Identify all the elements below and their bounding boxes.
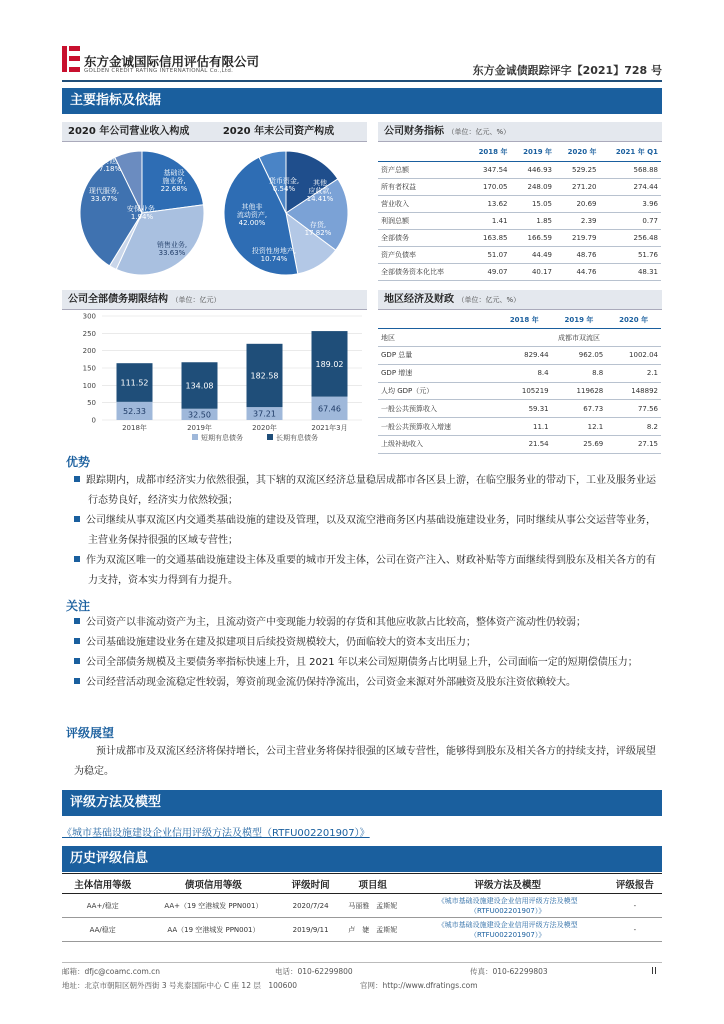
company-logo-icon [62, 46, 80, 72]
bullet-square-icon [74, 658, 80, 664]
concern-list [74, 613, 664, 693]
debt-unit: （单位：亿元） [171, 296, 221, 304]
table-row: AA+/稳定 AA+（19 空港城发 PPN001） 2020/7/24 马丽雅 孟斯妮 《城市基础设施建设企业信用评级方法及模型 （RTFU002201907）》 - [62, 894, 662, 918]
bullet-square-icon [74, 638, 80, 644]
table-row: 资产负债率 51.07 44.49 48.76 51.76 [378, 246, 661, 263]
region-title-bar [378, 290, 662, 310]
pie2-label: 存货, 17.82% [304, 221, 332, 237]
table-row: 营业收入 13.62 15.05 20.69 3.96 [378, 195, 661, 212]
pie2-label: 其他应收款, 14.41% [306, 179, 334, 203]
pie1-label: 现代服务, 33.67% [88, 187, 120, 203]
history-header-row: 主体信用等级 债项信用等级 评级时间 项目组 评级方法及模型 评级报告 [62, 874, 662, 894]
data-label: 52.33 [123, 406, 146, 416]
table-row: GDP 增速 8.4 8.8 2.1 [378, 364, 661, 382]
x-tick-label: 2020年 [252, 424, 277, 432]
table-row: AA/稳定 AA（19 空港城发 PPN001） 2019/9/11 卢 婕 孟斯妮 《城市基础设施建设企业信用评级方法及模型 （RTFU002201907）》 - [62, 918, 662, 942]
bullet-square-icon [74, 678, 80, 684]
adv-title: 优势 [66, 455, 91, 469]
bullet-item: 公司基础设施建设业务在建及拟建项目后续投资规模较大，仍面临较大的资本支出压力； [74, 633, 664, 653]
report-code: 东方金诚债跟踪评字【2021】728 号 [472, 64, 662, 77]
footer-fax: 传真：010-62299803 [470, 967, 548, 976]
bullet-item: 公司经营活动现金流稳定性较弱，筹资前现金流仍保持净流出，公司资金来源对外部融资及股东注资依赖较大。 [74, 673, 664, 693]
y-tick-label: 0 [91, 416, 96, 425]
table-row: 地区 成都市双流区 [378, 329, 661, 347]
bullet-square-icon [74, 476, 80, 482]
y-tick-label: 300 [82, 312, 96, 321]
concern-title: 关注 [66, 599, 91, 613]
table-row: 人均 GDP（元） 105219 119628 148892 [378, 382, 661, 400]
table-row: GDP 总量 829.44 962.05 1002.04 [378, 347, 661, 365]
footer-divider [62, 962, 662, 963]
pie1-label: 销售业务, 33.63% [156, 241, 188, 257]
legend-swatch [192, 434, 198, 440]
header-divider [62, 80, 662, 82]
region-title: 地区经济及财政 [384, 294, 454, 305]
x-tick-label: 2021年3月 [311, 424, 348, 432]
fin-header-row: 2018 年 2019 年 2020 年 2021 年 Q1 [378, 144, 661, 161]
table-row: 上级补助收入 21.54 25.69 27.15 [378, 436, 661, 454]
debt-bar-chart [62, 310, 367, 442]
bullet-item: 作为双流区唯一的交通基础设施建设主体及重要的城市开发主体，公司在资产注入、财政补贴等方面继续得到股东及相关各方的有力支持，资本实力得到有力提升。 [74, 551, 664, 591]
debt-title-bar [62, 290, 367, 310]
data-label: 189.02 [315, 359, 344, 369]
footer-email: 邮箱：dfjc@coamc.com.cn [62, 967, 161, 976]
pie1-label: 基础设施业务, 22.68% [160, 169, 188, 193]
outlook-title: 评级展望 [66, 726, 115, 740]
bullet-item: 跟踪期内，成都市经济实力依然很强，其下辖的双流区经济总量稳居成都市各区县上游，在临空服务业的带动下，工业及服务业运行态势良好，经济实力依然较强； [74, 471, 664, 511]
region-unit: （单位：亿元、%） [457, 296, 521, 304]
table-row: 利润总额 1.41 1.85 2.39 0.77 [378, 212, 661, 229]
method-link[interactable]: 《城市基础设施建设企业信用评级方法及模型（RTFU002201907）》 [62, 828, 370, 839]
section-band-history: 历史评级信息 [62, 846, 662, 872]
debt-title: 公司全部债务期限结构 [68, 294, 168, 305]
fin-title: 公司财务指标 [384, 126, 444, 137]
data-label: 37.21 [253, 409, 276, 419]
company-name-en: GOLDEN CREDIT RATING INTERNATIONAL Co.,Ltd. [84, 68, 234, 74]
data-label: 32.50 [188, 410, 211, 420]
table-row: 资产总额 347.54 446.93 529.25 568.88 [378, 161, 661, 178]
legend-label: 长期有息债务 [276, 434, 318, 442]
table-row: 全部债务 163.85 166.59 219.79 256.48 [378, 229, 661, 246]
bullet-item: 公司资产以非流动资产为主，且流动资产中变现能力较弱的存货和其他应收款占比较高，整体资产流动性仍较弱； [74, 613, 664, 633]
outlook-text: 预计成都市及双流区经济将保持增长，公司主营业务将保持很强的区域专营性，能够得到股东及相关各方的持续支持，评级展望为稳定。 [74, 746, 656, 777]
data-label: 182.58 [250, 371, 279, 381]
page-number: II [651, 966, 657, 977]
bullet-square-icon [74, 618, 80, 624]
footer-tel: 电话：010-62299800 [275, 967, 353, 976]
data-label: 134.08 [185, 381, 214, 391]
data-label: 111.52 [120, 378, 149, 388]
y-tick-label: 250 [82, 329, 96, 338]
y-tick-label: 100 [82, 381, 96, 390]
company-name-cn: 东方金诚国际信用评估有限公司 [84, 54, 260, 69]
history-method-link[interactable]: 《城市基础设施建设企业信用评级方法及模型 （RTFU002201907）》 [408, 918, 608, 942]
table-row: 全部债务资本化比率 49.07 40.17 44.76 48.31 [378, 263, 661, 280]
y-tick-label: 50 [87, 399, 96, 408]
pie-charts [62, 145, 367, 280]
pie2-label: 其他非流动资产, 42.00% [236, 203, 268, 227]
region-header-row: 2018 年 2019 年 2020 年 [378, 311, 661, 329]
table-row: 一般公共预算收入 59.31 67.73 77.56 [378, 400, 661, 418]
pie1-title: 2020 年公司营业收入构成 [68, 126, 190, 137]
x-tick-label: 2019年 [187, 424, 212, 432]
bullet-item: 公司继续从事双流区内交通类基础设施的建设及管理，以及双流空港商务区内基础设施建设业务，同时继续从事公交运营等业务，主营业务保持很强的区域专营性； [74, 511, 664, 551]
footer-address: 地址：北京市朝阳区朝外西街 3 号兆泰国际中心 C 座 12 层 100600 [62, 981, 297, 990]
pie2-label: 货币资金, 6.54% [268, 177, 300, 193]
bullet-square-icon [74, 516, 80, 522]
section-band-main: 主要指标及依据 [62, 88, 662, 114]
data-label: 67.46 [318, 404, 341, 414]
fin-table [378, 144, 661, 281]
fin-unit: （单位：亿元、%） [447, 128, 511, 136]
pie2-label: 投资性房地产, 10.74% [251, 247, 297, 263]
footer-web[interactable]: 官网：http://www.dfratings.com [360, 981, 478, 990]
legend-swatch [267, 434, 273, 440]
y-tick-label: 150 [82, 364, 96, 373]
pie2-title: 2020 年末公司资产构成 [222, 126, 335, 137]
y-tick-label: 200 [82, 347, 96, 356]
fin-title-bar [378, 122, 662, 142]
legend-label: 短期有息债务 [201, 434, 243, 442]
region-table [378, 311, 661, 454]
pie1-label: 安保业务, 1.94% [126, 205, 158, 221]
section-band-method: 评级方法及模型 [62, 790, 662, 816]
bullet-square-icon [74, 556, 80, 562]
pie-titles-bar [62, 122, 367, 142]
x-tick-label: 2018年 [122, 424, 147, 432]
history-table [62, 873, 662, 942]
bullet-item: 公司全部债务规模及主要债务率指标快速上升，且 2021 年以来公司短期债务占比明显上升，公司面临一定的短期偿债压力； [74, 653, 664, 673]
table-row: 一般公共预算收入增速 11.1 12.1 8.2 [378, 418, 661, 436]
adv-list [74, 471, 664, 591]
history-method-link[interactable]: 《城市基础设施建设企业信用评级方法及模型 （RTFU002201907）》 [408, 894, 608, 918]
table-row: 所有者权益 170.05 248.09 271.20 274.44 [378, 178, 661, 195]
pie1-label: 其他, 7.18% [98, 157, 122, 173]
